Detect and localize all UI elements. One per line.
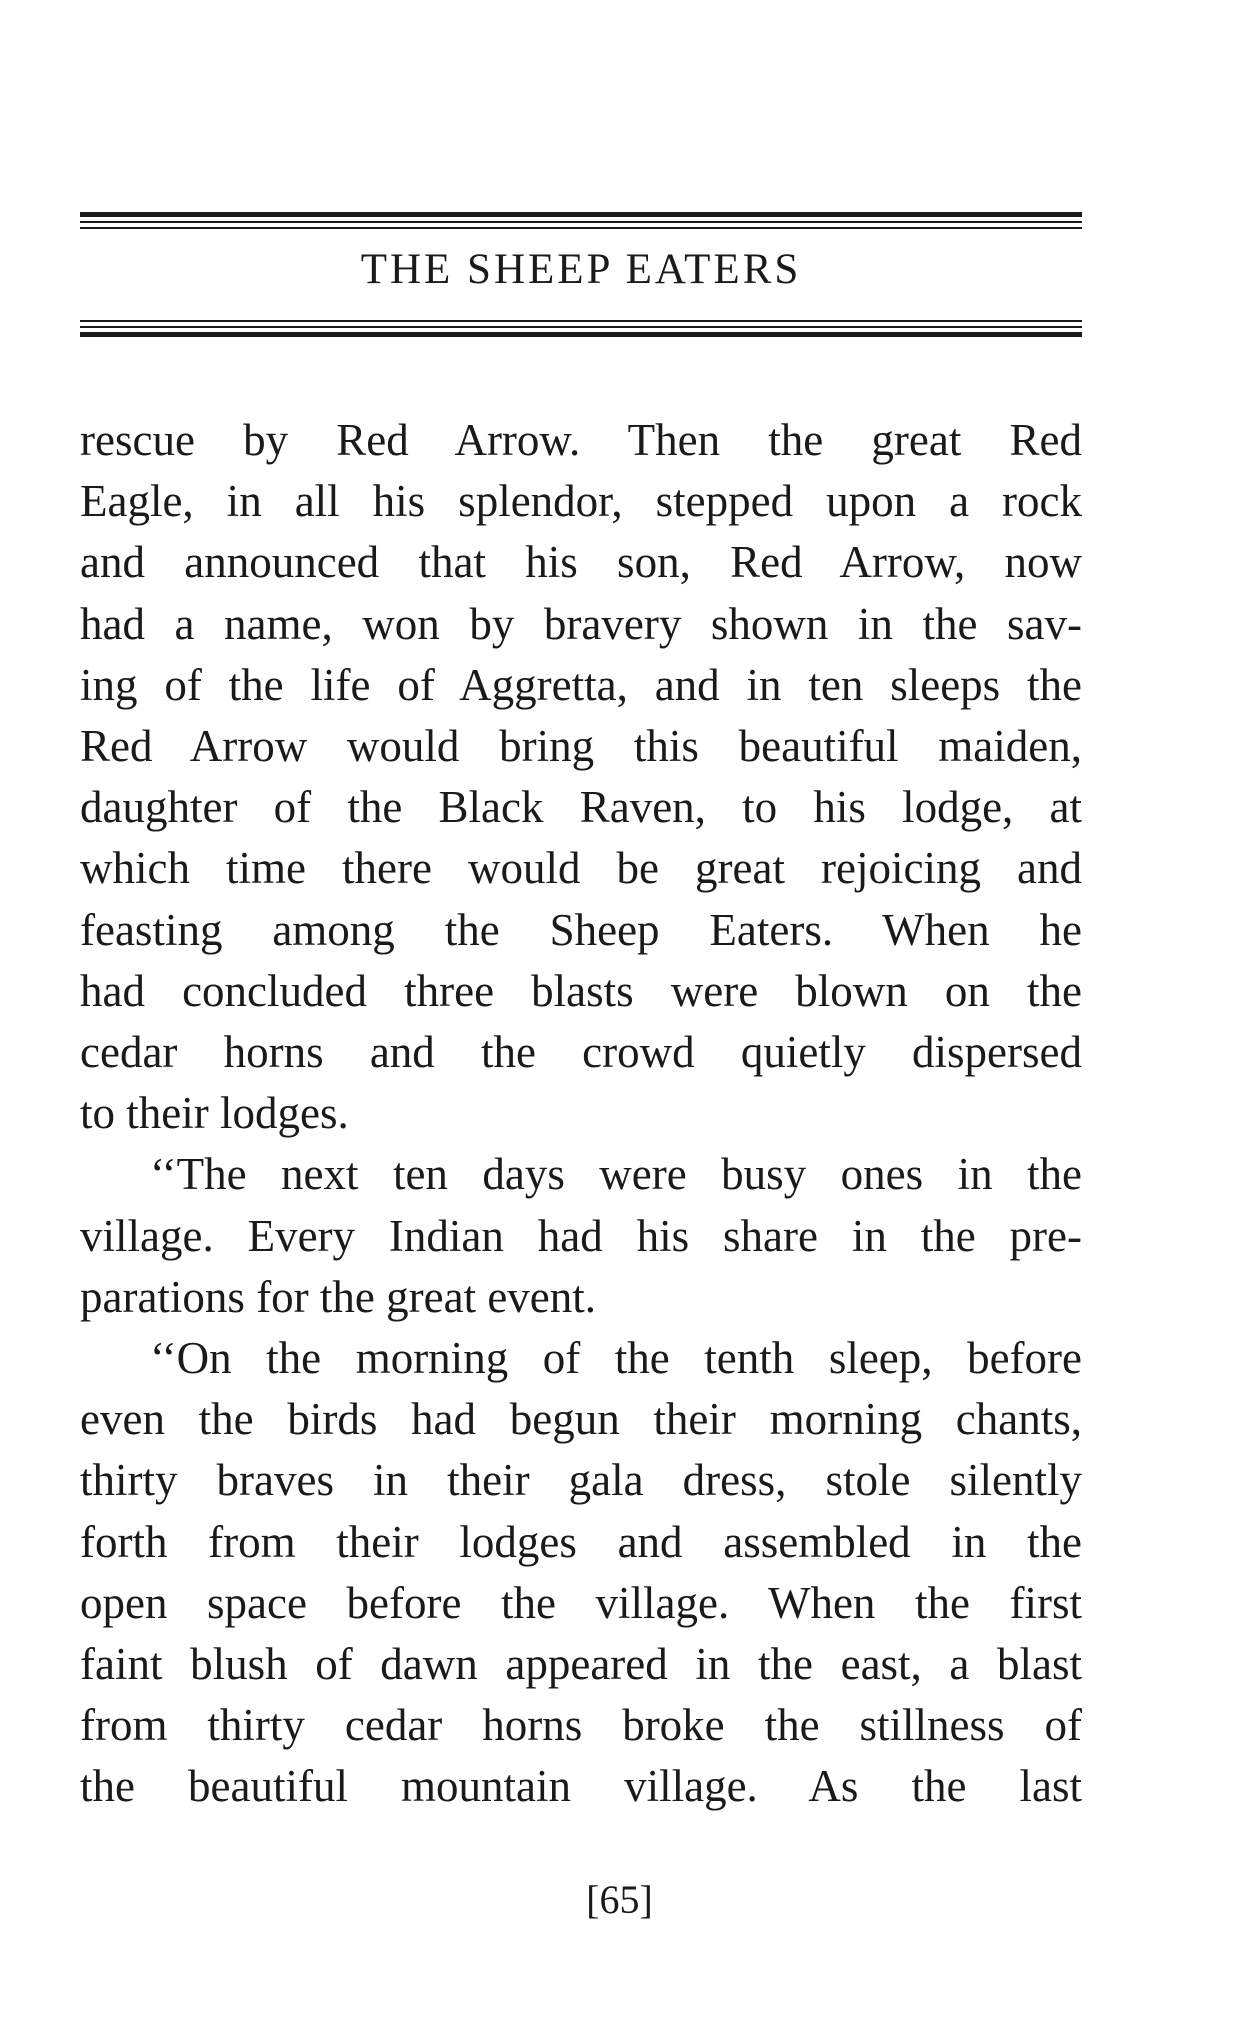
text-line: forth from their lodges and assembled in the <box>80 1516 1082 1567</box>
paragraph <box>80 1144 1082 1328</box>
text-line: had concluded three blasts were blown on the <box>80 965 1082 1016</box>
text-line: and announced that his son, Red Arrow, now <box>80 537 1082 588</box>
body-text <box>80 410 1082 1818</box>
text-line: Eagle, in all his splendor, stepped upon a rock <box>80 476 1082 527</box>
text-line: from thirty cedar horns broke the stillness of <box>80 1700 1082 1751</box>
text-line: rescue by Red Arrow. Then the great Red <box>80 415 1082 465</box>
header-top-rule <box>80 212 1082 229</box>
page-number: [65] <box>586 1877 653 1922</box>
text-line: parations for the great event. <box>80 1271 597 1322</box>
text-line: village. Every Indian had his share in the pre- <box>80 1210 1082 1261</box>
text-line: thirty braves in their gala dress, stole silently <box>80 1455 1082 1506</box>
text-line: the beautiful mountain village. As the last <box>80 1761 1082 1812</box>
text-line: daughter of the Black Raven, to his lodge, at <box>80 782 1082 833</box>
paragraph <box>80 410 1082 1144</box>
running-title: THE SHEEP EATERS <box>360 246 802 293</box>
text-line: even the birds had begun their morning chants, <box>80 1394 1082 1445</box>
paragraph <box>80 1328 1082 1818</box>
text-line: open space before the village. When the first <box>80 1577 1082 1628</box>
text-line: feasting among the Sheep Eaters. When he <box>80 904 1082 955</box>
text-line: ‘‘On the morning of the tenth sleep, before <box>150 1333 1082 1384</box>
text-line: Red Arrow would bring this beautiful maiden, <box>80 721 1082 772</box>
text-line: faint blush of dawn appeared in the east, a blast <box>80 1639 1082 1690</box>
text-line: had a name, won by bravery shown in the sav- <box>80 598 1082 649</box>
header-bottom-rule <box>80 320 1082 337</box>
text-line: ‘‘The next ten days were busy ones in the <box>150 1149 1082 1200</box>
text-line: ing of the life of Aggretta, and in ten sleeps the <box>80 659 1082 710</box>
text-line: to their lodges. <box>80 1088 349 1139</box>
text-line: cedar horns and the crowd quietly dispersed <box>80 1027 1082 1078</box>
text-line: which time there would be great rejoicing and <box>80 843 1082 894</box>
